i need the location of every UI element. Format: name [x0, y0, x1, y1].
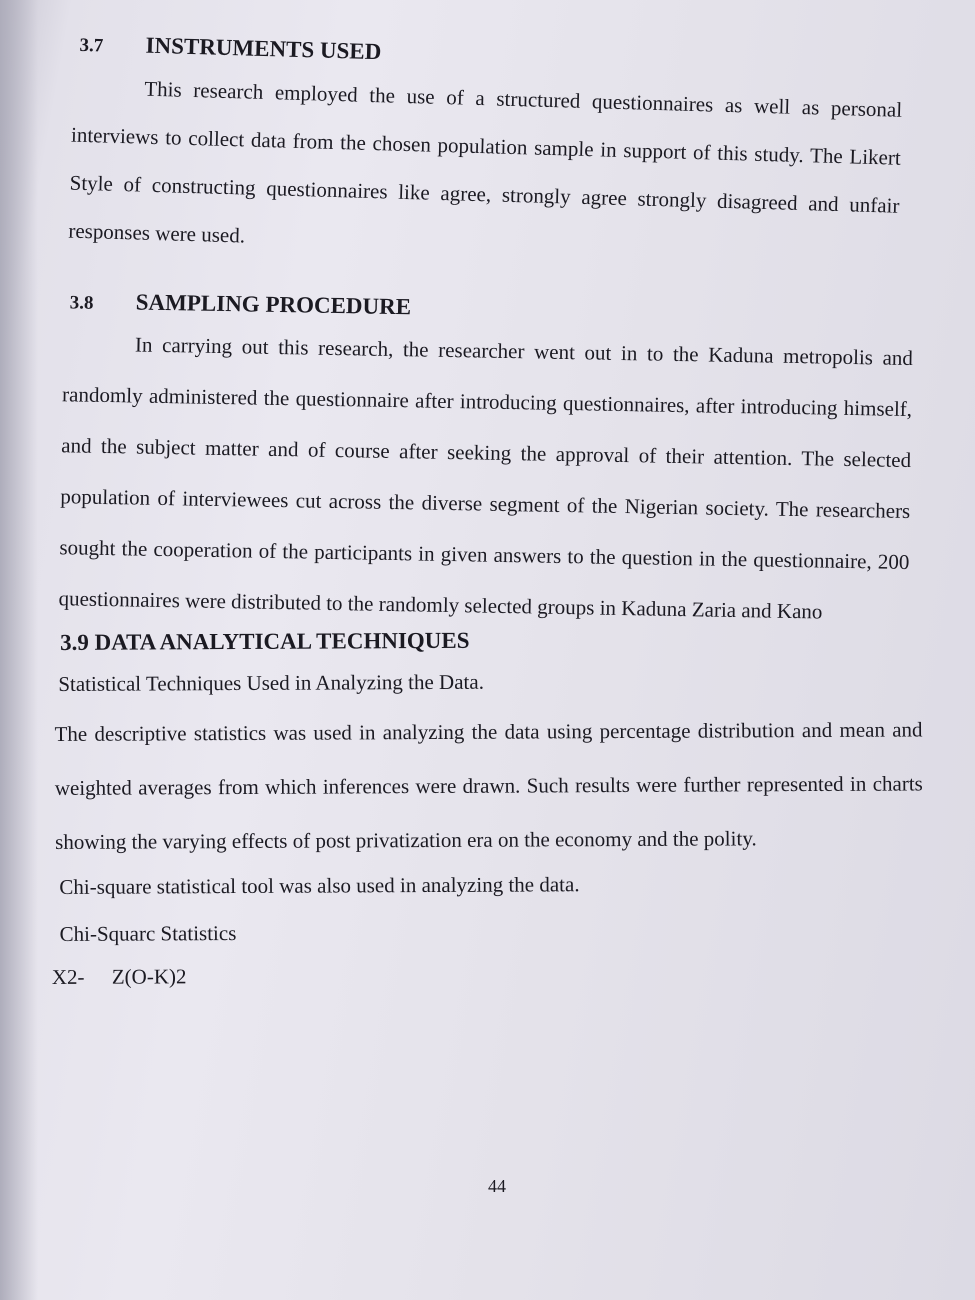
page-number: 44	[488, 1176, 506, 1196]
formula-rhs: Z(O-K)2	[111, 964, 187, 989]
page-body	[50, 30, 930, 990]
binding-shadow	[0, 0, 38, 1300]
section-title: SAMPLING PROCEDURE	[135, 289, 412, 320]
section-paragraph: The descriptive statistics was used in analyzing the data using percentage distribution and mean and weighted averages from which inferences were drawn. Such results were further represented in charts showing the varying effects of post privatization era on the economy and the polity.	[54, 717, 923, 854]
chi-square-formula	[52, 960, 932, 990]
chi-square-line: Chi-square statistical tool was also used in analyzing the data.	[59, 872, 580, 899]
section-title: INSTRUMENTS USED	[145, 32, 382, 65]
formula-lhs: X2-	[51, 964, 85, 989]
section-subtitle: Statistical Techniques Used in Analyzing the Data.	[58, 669, 484, 696]
section-number: 3.7	[79, 34, 104, 57]
section-paragraph: This research employed the use of a structured questionnaires as well as personal interviews to collect data from the chosen population sample in support of this study. The Likert Style of constructing questionnaires like agree, strongly agree strongly disagreed and unfair responses were used.	[68, 76, 903, 248]
section-3-8	[44, 288, 930, 639]
section-number: 3.8	[69, 292, 94, 314]
chi-square-heading: Chi-Squarc Statistics	[59, 921, 237, 946]
section-3-7	[44, 30, 930, 278]
section-title: 3.9 DATA ANALYTICAL TECHNIQUES	[59, 627, 470, 655]
section-paragraph: In carrying out this research, the researcher went out in to the Kaduna metropolis and randomly administered the questionnaire after introducing questionnaires, after introducing himself, and the subject matter and of course after seeking the approval of their attention. The selected population of interviewees cut across the diverse segment of the Nigerian society. The researchers sought the cooperation of the participants in given answers to the question in the questionnaire, 200 questionnaires were distributed to the randomly selected groups in Kaduna Zaria and Kano	[58, 332, 914, 624]
section-3-9	[50, 625, 932, 990]
